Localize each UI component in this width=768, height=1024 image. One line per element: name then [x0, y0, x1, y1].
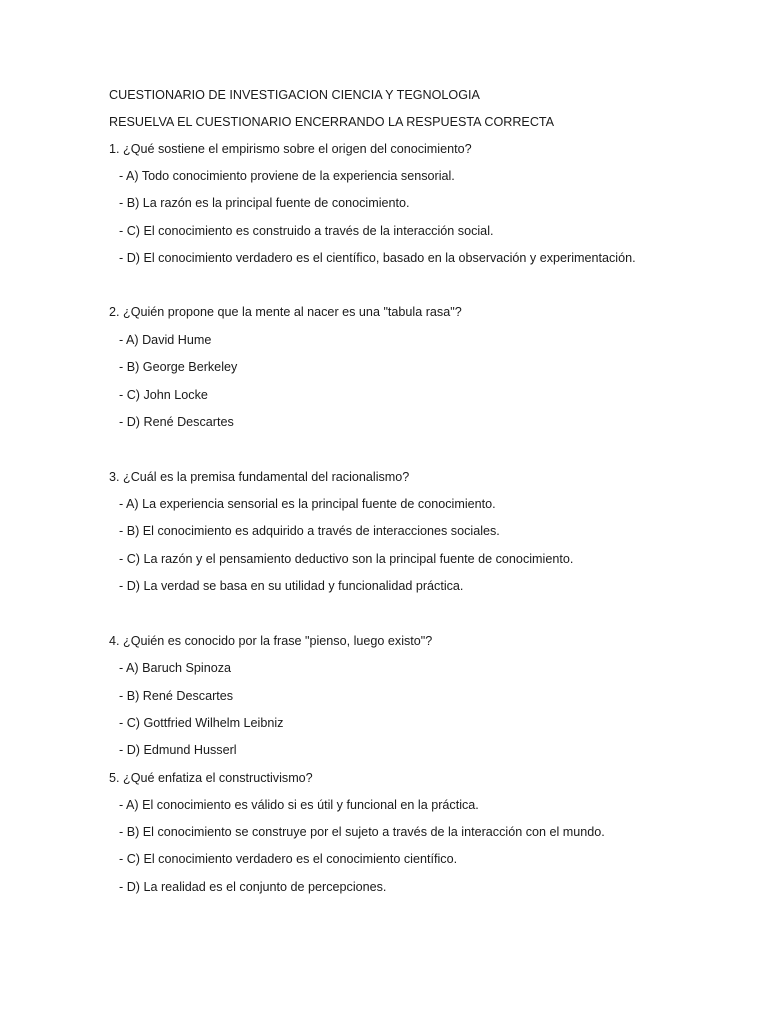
question-3: 3. ¿Cuál es la premisa fundamental del racionalismo? — [109, 470, 410, 484]
question-4-option-a: - A) Baruch Spinoza — [119, 661, 232, 675]
question-4-option-c: - C) Gottfried Wilhelm Leibniz — [119, 716, 284, 730]
question-5-option-d: - D) La realidad es el conjunto de percepciones. — [119, 880, 387, 894]
question-3-option-d: - D) La verdad se basa en su utilidad y funcionalidad práctica. — [119, 579, 464, 593]
question-5-option-a: - A) El conocimiento es válido si es útil y funcional en la práctica. — [119, 798, 479, 812]
question-5: 5. ¿Qué enfatiza el constructivismo? — [109, 771, 313, 785]
question-1: 1. ¿Qué sostiene el empirismo sobre el origen del conocimiento? — [109, 142, 472, 156]
question-4-option-d: - D) Edmund Husserl — [119, 743, 237, 757]
question-2-option-a: - A) David Hume — [119, 333, 212, 347]
document-instruction: RESUELVA EL CUESTIONARIO ENCERRANDO LA RESPUESTA CORRECTA — [109, 115, 555, 129]
question-1-option-c: - C) El conocimiento es construido a través de la interacción social. — [119, 224, 494, 238]
question-3-option-a: - A) La experiencia sensorial es la principal fuente de conocimiento. — [119, 497, 496, 511]
question-1-option-d: - D) El conocimiento verdadero es el científico, basado en la observación y experimentación. — [119, 251, 636, 265]
question-2-option-c: - C) John Locke — [119, 388, 208, 402]
document-title: CUESTIONARIO DE INVESTIGACION CIENCIA Y TEGNOLOGIA — [109, 88, 480, 102]
question-1-option-b: - B) La razón es la principal fuente de conocimiento. — [119, 196, 410, 210]
question-4-option-b: - B) René Descartes — [119, 689, 234, 703]
question-4: 4. ¿Quién es conocido por la frase "pienso, luego existo"? — [109, 634, 433, 648]
question-5-option-c: - C) El conocimiento verdadero es el conocimiento científico. — [119, 852, 458, 866]
question-2-option-b: - B) George Berkeley — [119, 360, 238, 374]
question-2-option-d: - D) René Descartes — [119, 415, 234, 429]
question-2: 2. ¿Quién propone que la mente al nacer es una "tabula rasa"? — [109, 305, 462, 319]
question-3-option-b: - B) El conocimiento es adquirido a través de interacciones sociales. — [119, 524, 500, 538]
question-3-option-c: - C) La razón y el pensamiento deductivo son la principal fuente de conocimiento. — [119, 552, 574, 566]
question-1-option-a: - A) Todo conocimiento proviene de la experiencia sensorial. — [119, 169, 455, 183]
question-5-option-b: - B) El conocimiento se construye por el sujeto a través de la interacción con el mundo. — [119, 825, 605, 839]
